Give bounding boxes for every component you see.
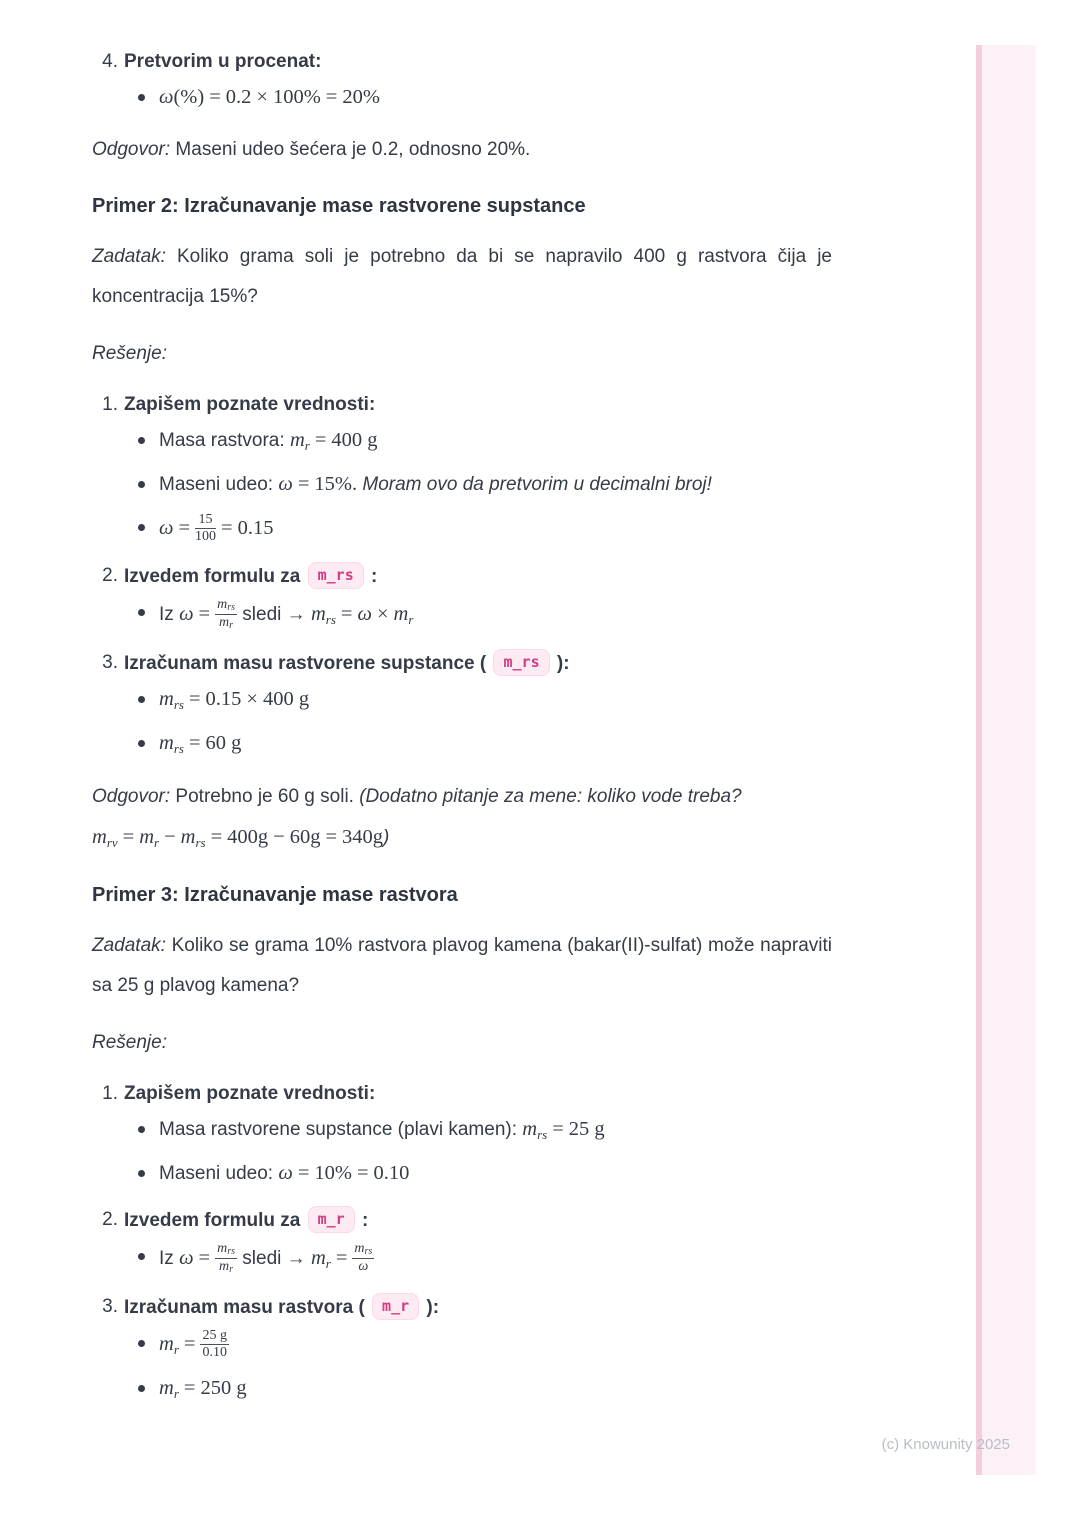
paragraph [92, 777, 832, 859]
math-mi: ω [357, 603, 372, 625]
paragraph [92, 926, 832, 1006]
math-mi: m [354, 1241, 365, 1256]
math-sub: r [154, 835, 160, 850]
math-sub: rs [195, 835, 206, 850]
math-expression [92, 826, 383, 848]
numbered-list-item [92, 391, 832, 545]
item-number: 3. [102, 1296, 118, 1317]
math-mi: ω [278, 1162, 293, 1184]
fraction-denominator [200, 1345, 229, 1361]
math-sub: r [173, 1342, 179, 1357]
paragraph [92, 130, 832, 170]
bold-text: Zapišem poznate vrednosti: [124, 394, 376, 415]
bullet-item [136, 1114, 832, 1146]
item-body [124, 48, 832, 113]
math-mo: = [340, 603, 353, 625]
bold-text: ): [551, 653, 570, 674]
math-mo: = [552, 1118, 564, 1140]
bold-text: Pretvorim u procenat: [124, 51, 322, 72]
paragraph [92, 334, 832, 374]
numbered-list-item [92, 48, 832, 113]
bullet-item [136, 1158, 832, 1189]
fraction [195, 512, 216, 545]
fraction [200, 1328, 229, 1361]
numbered-list-item [92, 1206, 832, 1276]
bold-text: Izvedem formulu za [124, 1210, 306, 1231]
item-number: 3. [102, 652, 118, 673]
math-mn: 0.15 [237, 517, 274, 539]
item-number: 1. [102, 394, 118, 415]
fraction-numerator [215, 1241, 237, 1259]
math-sub: rs [173, 741, 184, 756]
paragraph [92, 237, 832, 317]
math-mo: = [183, 1377, 196, 1399]
math-expression [278, 473, 357, 495]
math-mn: 15 [198, 512, 213, 527]
fraction-numerator [195, 512, 216, 529]
numbered-list-item [92, 1080, 832, 1189]
math-sub: rv [106, 835, 118, 850]
bullet-icon [138, 481, 145, 488]
math-mo: = [297, 473, 310, 495]
code-chip: m_r [372, 1293, 419, 1320]
bullet-icon [138, 1253, 145, 1260]
math-mo: = [210, 826, 223, 848]
text-run: sledi → [237, 604, 311, 625]
math-mo: = [122, 826, 135, 848]
math-expression [311, 603, 413, 625]
math-mn: 250 g [200, 1377, 247, 1399]
bullet-icon [138, 1385, 145, 1392]
bullet-item [136, 1241, 832, 1276]
math-sub: rs [364, 1246, 373, 1257]
bullet-list [124, 1114, 832, 1189]
fraction [352, 1241, 374, 1275]
page-edge-ribbon [976, 45, 1036, 1475]
math-mi: m [310, 603, 326, 625]
math-mi: ω [159, 517, 174, 539]
bold-text: Izvedem formulu za [124, 566, 306, 587]
italic-text: Moram ovo da pretvorim u decimalni broj! [357, 474, 712, 495]
math-mi: m [159, 1377, 174, 1399]
item-body [124, 562, 832, 632]
math-mo: = [178, 517, 191, 539]
math-mi: ω [159, 86, 174, 108]
math-mi: ω [179, 603, 194, 625]
item-title [124, 48, 832, 76]
math-expression [179, 1241, 237, 1275]
math-mn: 100 [195, 529, 217, 544]
item-number: 2. [102, 1209, 118, 1230]
text-run: Maseni udeo: [159, 1163, 279, 1184]
item-number: 4. [102, 51, 118, 72]
math-expression [278, 1162, 409, 1184]
math-mn: 25 g [568, 1118, 605, 1140]
math-sub: r [229, 620, 234, 631]
bold-text: : [356, 1210, 369, 1231]
math-expression [522, 1118, 604, 1140]
italic-text: Rešenje: [92, 343, 167, 364]
bullet-list [124, 684, 832, 760]
document-content [92, 48, 832, 1422]
math-expression [159, 732, 241, 754]
math-mo: × [256, 86, 268, 108]
math-expression [159, 688, 309, 710]
italic-text: Rešenje: [92, 1032, 167, 1053]
bullet-item [136, 82, 832, 113]
bullet-icon [138, 1170, 145, 1177]
item-title [124, 1206, 832, 1235]
math-mn: 0.10 [202, 1345, 227, 1360]
item-number: 2. [102, 565, 118, 586]
section-heading: Primer 2: Izračunavanje mase rastvorene supstance [92, 195, 586, 217]
math-mn: (%) [173, 86, 205, 108]
math-sub: rs [173, 697, 184, 712]
item-title [124, 391, 832, 419]
math-mo: = [325, 826, 338, 848]
bullet-icon [138, 94, 145, 101]
math-expression [290, 429, 378, 451]
math-mi: m [139, 826, 155, 848]
math-mo: = [314, 429, 327, 451]
math-sub: r [325, 1256, 331, 1271]
math-mi: ω [278, 473, 293, 495]
math-mo: × [376, 603, 389, 625]
bullet-icon [138, 1340, 145, 1347]
math-mn: 0.10 [373, 1162, 410, 1184]
item-title [124, 1080, 832, 1108]
math-mo: = [188, 688, 201, 710]
text-run: Potrebno je 60 g soli. [170, 786, 360, 807]
item-body [124, 649, 832, 760]
text-run: Maseni udeo: [159, 474, 279, 495]
italic-text: ) [383, 827, 390, 848]
math-mn: 25 g [202, 1328, 227, 1343]
math-expression [179, 597, 237, 631]
item-number: 1. [102, 1083, 118, 1104]
bold-text: : [365, 566, 378, 587]
math-mn: 15%. [314, 473, 358, 495]
bullet-item [136, 425, 832, 457]
math-expression [159, 512, 274, 544]
item-body [124, 1206, 832, 1276]
math-mn: 0.2 [225, 86, 252, 108]
fraction-numerator [215, 597, 237, 615]
math-mo: − [273, 826, 285, 848]
text-run: Koliko grama soli je potrebno da bi se napravilo 400 g rastvora čija je koncentracija 15%? [92, 246, 832, 307]
italic-text: Zadatak: [92, 935, 166, 956]
math-mn: 400 g [262, 688, 310, 710]
math-expression [159, 1377, 247, 1399]
text-run: Maseni udeo šećera je 0.2, odnosno 20%. [170, 139, 531, 160]
bullet-item [136, 684, 832, 716]
math-mi: m [310, 1247, 326, 1269]
math-sub: r [173, 1386, 179, 1401]
text-run: sledi → [237, 1248, 311, 1269]
math-mo: = [297, 1162, 310, 1184]
item-body [124, 391, 832, 545]
bullet-icon [138, 524, 145, 531]
math-sub: r [304, 438, 310, 453]
item-title [124, 649, 832, 678]
math-mo: = [335, 1247, 348, 1269]
bold-text: ): [421, 1297, 440, 1318]
italic-text: Zadatak: [92, 246, 166, 267]
fraction-denominator [215, 1259, 237, 1276]
bullet-icon [138, 740, 145, 747]
math-mo: = [325, 86, 338, 108]
math-mn: 10% [314, 1162, 352, 1184]
fraction-denominator [195, 529, 216, 545]
math-mo: = [209, 86, 221, 108]
bold-text: Izračunam masu rastvora ( [124, 1297, 371, 1318]
bullet-icon [138, 609, 145, 616]
math-mi: m [159, 732, 174, 754]
text-run: Iz [159, 604, 180, 625]
item-title [124, 562, 832, 591]
bold-text: Zapišem poznate vrednosti: [124, 1083, 376, 1104]
math-sub: r [408, 612, 414, 627]
bold-text: Izračunam masu rastvorene supstance ( [124, 653, 492, 674]
bullet-list [124, 1328, 832, 1405]
math-mi: m [217, 1241, 228, 1256]
section-heading: Primer 3: Izračunavanje mase rastvora [92, 884, 458, 906]
math-mn: 340g [342, 826, 384, 848]
math-mi: m [92, 826, 107, 848]
fraction [215, 1241, 237, 1276]
italic-text: Odgovor: [92, 139, 171, 160]
bullet-item [136, 597, 832, 632]
text-run: Iz [159, 1248, 180, 1269]
copyright-footer: (c) Knowunity 2025 [881, 1436, 1010, 1453]
math-mi: m [219, 615, 230, 630]
math-mn: 20% [342, 86, 380, 108]
fraction-denominator [215, 615, 237, 632]
item-title [124, 1293, 832, 1322]
math-mi: m [180, 826, 196, 848]
math-mn: 60g [289, 826, 321, 848]
math-mo: = [198, 1247, 211, 1269]
text-run: Masa rastvora: [159, 430, 290, 451]
math-mo: = [183, 1333, 196, 1355]
code-chip: m_rs [308, 562, 364, 589]
bullet-list [124, 82, 832, 113]
bullet-list [124, 425, 832, 545]
math-expression [159, 86, 380, 108]
fraction-numerator [200, 1328, 229, 1345]
math-sub: rs [227, 1246, 236, 1257]
math-mo: = [221, 517, 233, 539]
numbered-list-item [92, 562, 832, 632]
math-sub: rs [325, 612, 336, 627]
bullet-icon [138, 1126, 145, 1133]
fraction-numerator [352, 1241, 374, 1259]
math-mn: 400 g [331, 429, 378, 451]
italic-text: (Dodatno pitanje za mene: koliko vode treba? [359, 786, 742, 807]
fraction [215, 597, 237, 632]
math-mi: m [159, 1333, 174, 1355]
math-mi: m [217, 597, 228, 612]
math-mi: ω [179, 1247, 194, 1269]
math-mn: 400g [227, 826, 269, 848]
math-mn: 100% [272, 86, 321, 108]
bullet-item [136, 469, 832, 500]
math-mo: × [246, 688, 258, 710]
numbered-list-item [92, 1293, 832, 1405]
math-mn: 0.15 [205, 688, 242, 710]
math-sub: rs [537, 1127, 548, 1142]
math-mi: m [289, 429, 305, 451]
fraction-denominator [352, 1259, 374, 1275]
italic-text: Odgovor: [92, 786, 171, 807]
math-expression [310, 1241, 374, 1274]
text-run: Masa rastvorene supstance (plavi kamen): [159, 1119, 523, 1140]
math-mi: m [219, 1259, 230, 1274]
bullet-item [136, 1373, 832, 1405]
math-expression [159, 1328, 229, 1360]
math-mi: m [393, 603, 409, 625]
text-run: Koliko se grama 10% rastvora plavog kamena (bakar(II)-sulfat) može napraviti sa 25 g plavog kamena? [92, 935, 832, 996]
math-mo: = [188, 732, 201, 754]
math-mi: m [522, 1118, 538, 1140]
bullet-item [136, 728, 832, 760]
item-body [124, 1293, 832, 1405]
numbered-list-item [92, 649, 832, 760]
math-sub: rs [227, 602, 236, 613]
math-mo: = [356, 1162, 369, 1184]
code-chip: m_r [308, 1206, 355, 1233]
math-mi: m [159, 688, 174, 710]
bullet-icon [138, 696, 145, 703]
bullet-list [124, 1241, 832, 1276]
bullet-icon [138, 437, 145, 444]
bullet-item [136, 1328, 832, 1361]
code-chip: m_rs [493, 649, 549, 676]
math-mi: ω [358, 1259, 369, 1274]
math-mo: − [164, 826, 176, 848]
bullet-item [136, 512, 832, 545]
paragraph [92, 1023, 832, 1063]
math-mo: = [198, 603, 211, 625]
math-sub: r [229, 1264, 234, 1275]
math-mn: 60 g [205, 732, 242, 754]
item-body [124, 1080, 832, 1189]
bullet-list [124, 597, 832, 632]
